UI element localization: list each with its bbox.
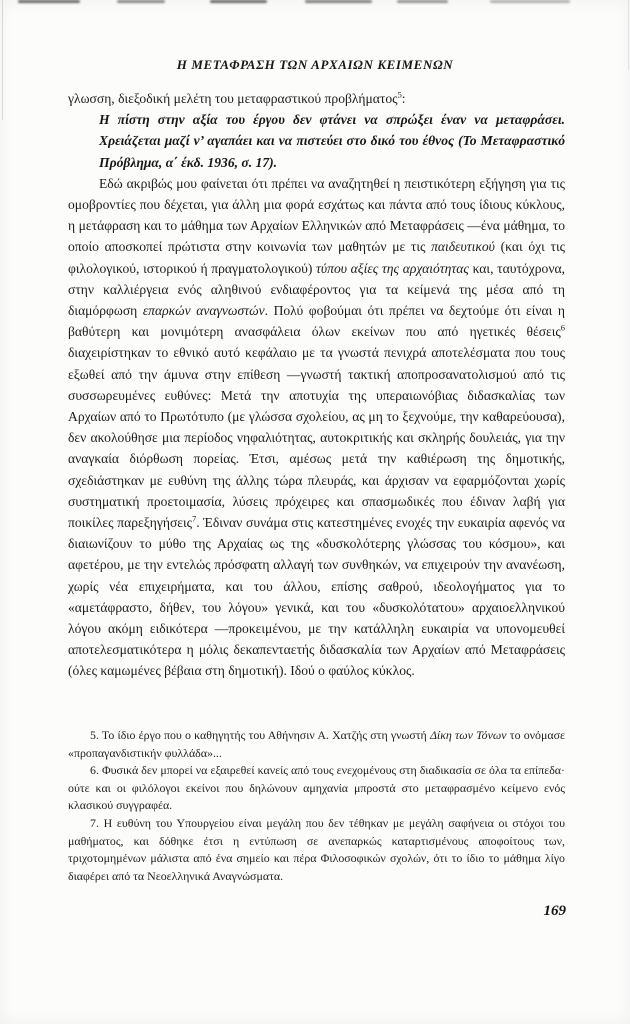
scan-top-smudge [117, 0, 165, 3]
footnote-5 [68, 727, 565, 762]
running-head-title: Η ΜΕΤΑΦΡΑΣΗ ΤΩΝ ΑΡΧΑΙΩΝ ΚΕΙΜΕΝΩΝ [176, 57, 454, 72]
intro-text: γλωσση, διεξοδική μελέτη του μεταφραστικού προβλήματος [68, 91, 398, 106]
paragraph-segment: . Πολύ φοβούμαι ότι πρέπει να δεχτούμε ότι είναι η βαθύτερη και μονιμότερη ανασφάλεια όλων εκείνων που από ηγετικές θέσεις [68, 303, 565, 340]
page-number: 169 [543, 903, 566, 919]
intro-colon: : [401, 91, 406, 106]
intro-line [68, 88, 565, 109]
paragraph-segment: (και όχι τις φιλολογικού, ιστορικού ή πραγματολογικού) [68, 239, 565, 276]
scan-top-smudge [490, 0, 570, 3]
paragraph-segment: . Έδιναν συνάμα στις κατεστημένες ενοχές την ευκαιρία αφενός να διαιωνίζουν το μύθο της Αρχαίας ως της «δυσκολότερης γλώσσας του κόσμου», και αφετέρου, με την εντελώς πρόσφατη αλλαγή των συνθηκών, να επιχειρούν την ανανέωση, χωρίς νέα επιχειρήματα, και του άλλου, επίσης σαθρού, ιδεολογήματος για το «αμετάφραστο, δήθεν, του λόγου» γενικά, και του «δυσκολότατου» αρχαιοελληνικού λόγου ακόμη ειδικότερα —προκειμένου, με την κατάλληλη ευκαιρία να υπονομευθεί αποτελεσματικότερα η μόλις δεκαπενταετής διδασκαλία των Αρχαίων από Μεταφράσεις (όλες καμωμένες βέβαια στη δημοτική). Ιδού ο φαύλος κύκλος. [68, 515, 565, 679]
footnote-text: Το ίδιο έργο που ο καθηγητής του Αθήνησιν Α. Χατζής στη γνωστή [98, 728, 430, 742]
scan-top-smudge [305, 0, 372, 3]
footnote-number: 6. [90, 763, 99, 778]
footnote-ref-5: 5 [397, 89, 402, 100]
footnote-italic-title: Δίκη των Τόνων [429, 728, 507, 742]
footnote-ref-6: 6 [560, 322, 565, 333]
paragraph-segment: διαχειρίστηκαν το εθνικό αυτό κεφάλαιο με τα γνωστά πενιχρά αποτελέσματα που τους εξωθεί από την άμυνα στην επίθεση —γνωστή τακτική αποπροσανατολισμού από τις συσσωρευμένες ευθύνες: Μετά την αποτυχία της υπεραιωνόβιας διδασκαλίας των Αρχαίων από το Πρωτότυπο (με γλώσσα σχολείου, ας μη το ξεχνούμε, την καθαρεύουσα), δεν ακολούθησε μια περίοδος νηφαλιότητας, αυτοκριτικής και σκληρής δουλειάς, για την αναγκαία διόρθωση πορείας. Έτσι, αμέσως μετά την καθιέρωση της δημοτικής, σχεδιάστηκαν με ευθύνη της άλλης τώρα πλευράς, και άρχισαν να εφαρμόζονται χωρίς συστηματική προετοιμασία, λύσεις πρόχειρες και σπασμωδικές που έδιναν λαβή για ποικίλες παρεξηγήσεις [68, 345, 565, 531]
footnotes-block [68, 727, 565, 885]
footnote-number: 7. [90, 815, 99, 830]
scan-top-smudge [210, 0, 267, 3]
scan-top-smudge [397, 0, 448, 3]
paragraph-italic-segment: επαρκών αναγνωστών [142, 303, 265, 319]
paragraph-segment: Εδώ ακριβώς μου φαίνεται ότι πρέπει να αναζητηθεί η πειστικότερη εξήγηση για τις ομοβροντίες που δέχεται, για άλλη μια φορά εσχάτως και πάντα από τους ίδιους κύκλους, η μετάφραση και το μάθημα των Αρχαίων Ελληνικών από Μεταφράσεις —ένα μάθημα, το οποίο αποσκοπεί πρώτιστα στην κοινωνία των μαθητών με τις [68, 175, 565, 255]
main-paragraph [68, 173, 565, 682]
footnote-text: Η ευθύνη του Υπουργείου είναι μεγάλη που δεν τέθηκαν με μεγάλη σαφήνεια οι στόχοι του μαθήματος, και δόθηκε έτσι η εντύπωση σε ανεπαρκώς καταρτισμένους αποφοίτους των, τριχοτομημένων μάλιστα από ένα σημείο και πέρα Φιλοσοφικών σχολών, ότι το ίδιο το μάθημα λίγο διαφέρει από τα Νεοελληνικά Αναγνώσματα. [68, 815, 565, 883]
paragraph-italic-segment: τύπου αξίες της αρχαιότητας [316, 260, 469, 276]
footnote-6 [68, 762, 565, 815]
paragraph-segment: και, ταυτόχρονα, στην καλλιέργεια ενός αληθινού ενδιαφέροντος για τα κείμενά της μέσα από τη διαμόρφωση [68, 260, 565, 319]
paragraph-italic-segment: παιδευτικού [431, 239, 495, 255]
footnote-text: Φυσικά δεν μπορεί να εξαιρεθεί κανείς από τους ενεχομένους στη διαδικασία σε όλα τα επίπεδα· ούτε και οι φιλόλογοι εκείνοι που δηλώνουν αμηχανία μπροστά στο μεταφρασμένο κείμενο ενός κλασικού συγγραφέα. [68, 763, 565, 813]
page-body [68, 88, 565, 682]
block-quote: Η πίστη στην αξία του έργου δεν φτάνει να σπρώξει έναν να μεταφράσει. Χρειάζεται μαζί ν’ αγαπάει και να πιστεύει στο δικό του έθνος (Το Μεταφραστικό Πρόβλημα, α΄ έκδ. 1936, σ. 17). [99, 112, 565, 170]
scan-top-smudge [18, 0, 80, 3]
footnote-ref-7: 7 [192, 513, 197, 524]
footnote-text: το ονόμασε «προπαγανδιστικήν φυλλάδα»... [68, 728, 565, 760]
footnote-7 [68, 815, 565, 885]
footnote-number: 5. [90, 728, 99, 742]
